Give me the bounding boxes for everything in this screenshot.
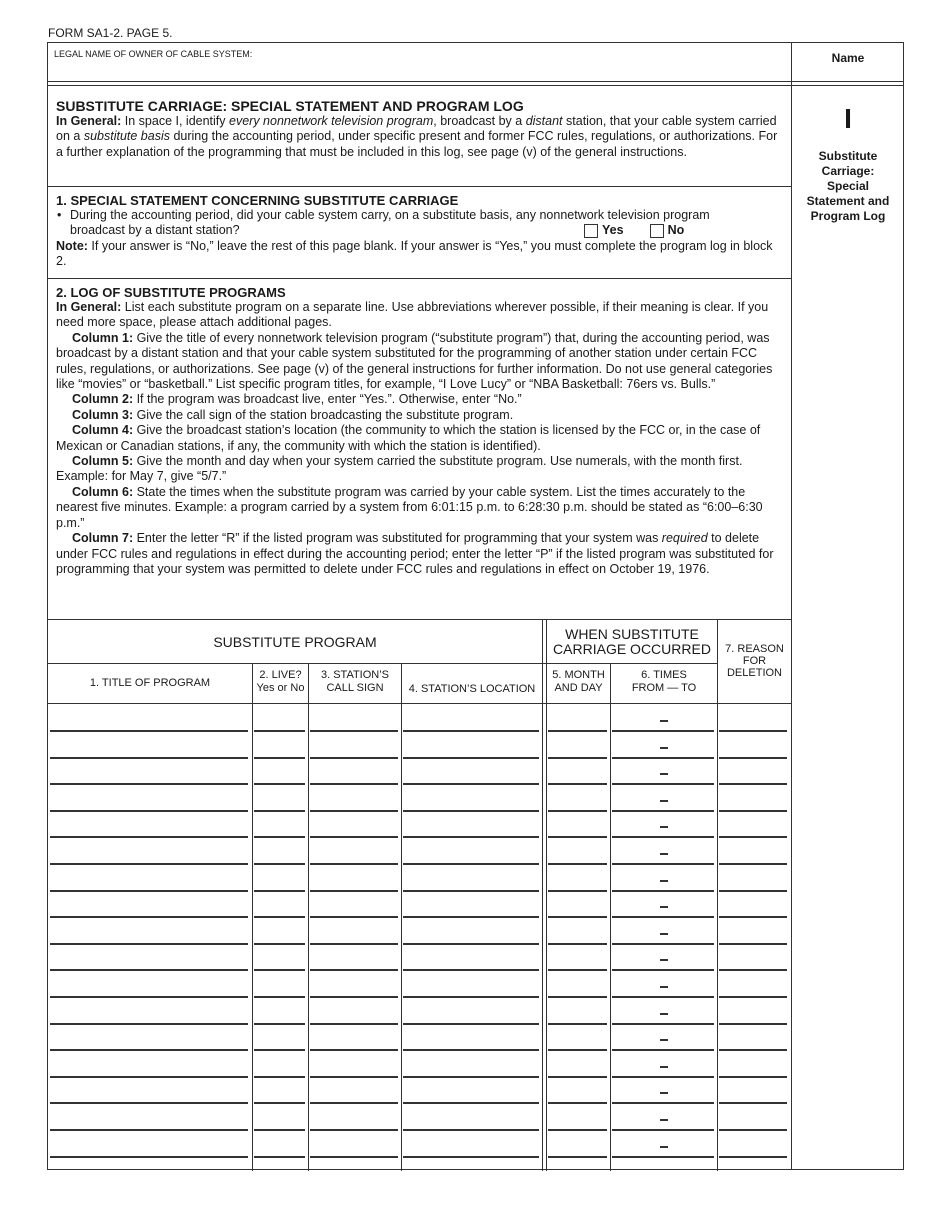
entry-line[interactable]: [254, 943, 305, 945]
lead: In General:: [56, 300, 122, 314]
entry-line[interactable]: [254, 969, 305, 971]
sidebar-title-line: Statement and: [806, 194, 890, 208]
entry-line[interactable]: [612, 1076, 714, 1078]
question-answer-row: [70, 223, 784, 238]
entry-line[interactable]: [254, 1023, 305, 1025]
entry-line[interactable]: [403, 757, 539, 759]
column-divider: [546, 619, 547, 1171]
col-header-call-sign: 3. STATION’S: [320, 669, 390, 681]
entry-line[interactable]: [548, 996, 607, 998]
name-label: Name: [831, 51, 865, 65]
entry-line[interactable]: [254, 810, 305, 812]
entry-line[interactable]: [719, 1023, 787, 1025]
emphasis: every nonnetwork television program: [229, 114, 434, 128]
entry-line[interactable]: [50, 810, 248, 812]
entry-line[interactable]: [548, 890, 607, 892]
col-header-title: 1. TITLE OF PROGRAM: [89, 677, 211, 689]
yes-label: Yes: [602, 223, 624, 238]
question-text: broadcast by a distant station?: [70, 223, 240, 238]
col-header-month-day: AND DAY: [554, 682, 603, 694]
entry-line[interactable]: [254, 1076, 305, 1078]
entry-line[interactable]: [612, 996, 714, 998]
entry-line[interactable]: [719, 890, 787, 892]
entry-line[interactable]: [50, 1129, 248, 1131]
entry-line[interactable]: [403, 730, 539, 732]
text: during the accounting period, under specific present and former FCC rules, regulations, or authorizations. For a further explanation of the programming that must be included in this log, see page (v) of the general instructions.: [56, 129, 778, 159]
lead: Column 4:: [72, 423, 134, 438]
entry-line[interactable]: [50, 730, 248, 732]
sidebar-title-line: Carriage:: [821, 164, 875, 178]
entry-line[interactable]: [719, 783, 787, 785]
lead: Note:: [56, 238, 88, 253]
intro-paragraph: [56, 114, 784, 160]
entry-line[interactable]: [548, 1129, 607, 1131]
entry-line[interactable]: [719, 916, 787, 918]
section-2: [56, 285, 784, 577]
lead: Column 6:: [72, 484, 134, 499]
entry-line[interactable]: [310, 1129, 398, 1131]
entry-line[interactable]: [310, 890, 398, 892]
sidebar-title-line: Program Log: [810, 209, 886, 223]
text: If your answer is “No,” leave the rest of this page blank. If your answer is “Yes,” you must complete the program log in block 2.: [56, 238, 773, 269]
entry-line[interactable]: [548, 863, 607, 865]
divider: [48, 186, 791, 187]
text: State the times when the substitute program was carried by your cable system. List the times accurately to the nearest five minutes. Example: a program carried by a system from 6:01:15 p.m. to 6:28:30 p.m. should be stated as “6:00–6:30 p.m.”: [56, 484, 763, 530]
intro-section: [56, 98, 784, 160]
entry-line[interactable]: [548, 916, 607, 918]
entry-line[interactable]: [310, 1023, 398, 1025]
entry-line[interactable]: [310, 943, 398, 945]
col-header-reason: 7. REASON: [725, 643, 784, 655]
time-separator: [660, 826, 668, 828]
entry-line[interactable]: [50, 863, 248, 865]
time-separator: [660, 853, 668, 855]
col-header-live: 2. LIVE?: [259, 669, 302, 681]
time-separator: [660, 773, 668, 775]
entry-line[interactable]: [612, 1102, 714, 1104]
text: Give the broadcast station’s location (the community to which the station is licensed by the FCC or, in the case of Mexican or Canadian stations, if any, the community with which the station is identified).: [56, 423, 761, 453]
col-header-times: FROM — TO: [631, 682, 697, 694]
col-header-live: Yes or No: [256, 682, 305, 694]
checkbox-box: [584, 224, 598, 238]
general-paragraph: [56, 300, 784, 331]
entry-line[interactable]: [403, 996, 539, 998]
question: [56, 208, 784, 239]
entry-line[interactable]: [310, 916, 398, 918]
column-divider: [401, 663, 402, 1171]
entry-line[interactable]: [719, 757, 787, 759]
column-divider: [308, 663, 309, 1171]
section-2-title: 2. LOG OF SUBSTITUTE PROGRAMS: [56, 285, 286, 300]
entry-line[interactable]: [612, 863, 714, 865]
entry-line[interactable]: [254, 1156, 305, 1158]
column-instruction: [56, 454, 784, 485]
time-separator: [660, 747, 668, 749]
col-header-reason: DELETION: [726, 667, 782, 679]
text: Give the call sign of the station broadcasting the substitute program.: [133, 407, 514, 422]
checkbox-box: [650, 224, 664, 238]
column-divider: [610, 663, 611, 1171]
bullet: •: [57, 208, 62, 222]
divider: [48, 81, 904, 82]
entry-line[interactable]: [403, 1129, 539, 1131]
entry-line[interactable]: [50, 1102, 248, 1104]
entry-line[interactable]: [254, 783, 305, 785]
entry-line[interactable]: [254, 996, 305, 998]
entry-line[interactable]: [310, 1102, 398, 1104]
column-instruction: [56, 408, 784, 423]
entry-line[interactable]: [50, 890, 248, 892]
note: [56, 239, 784, 270]
table-border: [48, 703, 791, 704]
column-instruction: [56, 423, 784, 454]
column-instruction: [56, 485, 784, 531]
entry-line[interactable]: [310, 1076, 398, 1078]
entry-line[interactable]: [719, 1102, 787, 1104]
entry-line[interactable]: [612, 1049, 714, 1051]
question-text: During the accounting period, did your cable system carry, on a substitute basis, any nonnetwork television program: [70, 208, 710, 222]
col-header-call-sign: CALL SIGN: [326, 682, 384, 694]
time-separator: [660, 933, 668, 935]
col-header-month-day: 5. MONTH: [552, 669, 605, 681]
lead: Column 5:: [72, 454, 134, 469]
sidebar-title-line: Substitute: [818, 149, 878, 163]
entry-line[interactable]: [50, 1023, 248, 1025]
col-header-times: 6. TIMES: [641, 669, 687, 681]
text: Enter the letter “R” if the listed program was substituted for programming that your system was: [133, 531, 662, 546]
entry-line[interactable]: [310, 836, 398, 838]
entry-line[interactable]: [254, 730, 305, 732]
section-1: [56, 193, 784, 270]
entry-line[interactable]: [254, 757, 305, 759]
entry-line[interactable]: [548, 1076, 607, 1078]
entry-line[interactable]: [254, 916, 305, 918]
entry-line[interactable]: [403, 1076, 539, 1078]
form-id: FORM SA1-2. PAGE 5.: [48, 26, 173, 40]
entry-line[interactable]: [50, 836, 248, 838]
entry-line[interactable]: [548, 943, 607, 945]
entry-line[interactable]: [548, 1102, 607, 1104]
entry-line[interactable]: [50, 1156, 248, 1158]
entry-line[interactable]: [548, 757, 607, 759]
entry-line[interactable]: [310, 730, 398, 732]
text: In space I, identify: [121, 114, 229, 128]
entry-line[interactable]: [403, 836, 539, 838]
lead: Column 1:: [72, 330, 134, 345]
entry-line[interactable]: [548, 1049, 607, 1051]
entry-line[interactable]: [612, 1129, 714, 1131]
entry-line[interactable]: [403, 863, 539, 865]
legal-name-label: LEGAL NAME OF OWNER OF CABLE SYSTEM:: [54, 49, 253, 59]
divider: [48, 85, 904, 86]
entry-line[interactable]: [403, 969, 539, 971]
text: Give the month and day when your system carried the substitute program. Use numerals, with the month first. Example: for May 7, give “5/7.”: [56, 454, 743, 484]
text: If the program was broadcast live, enter “Yes.”. Otherwise, enter “No.”: [133, 392, 522, 407]
entry-line[interactable]: [719, 1129, 787, 1131]
time-separator: [660, 1013, 668, 1015]
time-separator: [660, 986, 668, 988]
entry-line[interactable]: [612, 1156, 714, 1158]
entry-line[interactable]: [310, 783, 398, 785]
time-separator: [660, 1066, 668, 1068]
entry-line[interactable]: [254, 1049, 305, 1051]
entry-line[interactable]: [403, 810, 539, 812]
entry-line[interactable]: [612, 783, 714, 785]
entry-line[interactable]: [403, 916, 539, 918]
entry-line[interactable]: [612, 1023, 714, 1025]
entry-line[interactable]: [403, 1049, 539, 1051]
entry-line[interactable]: [50, 916, 248, 918]
entry-line[interactable]: [50, 943, 248, 945]
column-instruction: [56, 331, 784, 393]
column-instruction: [56, 392, 784, 407]
lead: Column 3:: [72, 407, 134, 422]
entry-line[interactable]: [719, 996, 787, 998]
column-divider: [252, 663, 253, 1171]
entry-line[interactable]: [548, 836, 607, 838]
lead: Column 7:: [72, 531, 134, 546]
col-header-location: 4. STATION’S LOCATION: [408, 683, 536, 695]
time-separator: [660, 959, 668, 961]
text: Give the title of every nonnetwork television program (“substitute program”) that, during the accounting period, was broadcast by a distant station and that your cable system substituted for the programming of another station under certain FCC rules, regulations, or authorizations. See page (v) of the general instructions for further information. Do not use general categories like “movies” or “basketball.” List specific program titles, for example, “I Love Lucy” or “NBA Basketball: 76ers vs. Bulls.”: [56, 330, 773, 392]
legal-name-field[interactable]: [48, 43, 791, 81]
text: List each substitute program on a separate line. Use abbreviations wherever possible, if their meaning is clear. If you need more space, please attach additional pages.: [56, 300, 769, 330]
entry-line[interactable]: [50, 1049, 248, 1051]
text: to delete under FCC rules and regulations in effect during the accounting period; enter the letter “P” if the listed program was substituted for programming that your system was permitted to delete under FCC rules and regulations in effect on October 19, 1976.: [56, 531, 774, 576]
section-1-title: 1. SPECIAL STATEMENT CONCERNING SUBSTITUTE CARRIAGE: [56, 193, 459, 208]
entry-line[interactable]: [254, 863, 305, 865]
entry-line[interactable]: [612, 916, 714, 918]
entry-line[interactable]: [612, 730, 714, 732]
entry-line[interactable]: [254, 1129, 305, 1131]
entry-line[interactable]: [548, 783, 607, 785]
entry-line[interactable]: [403, 943, 539, 945]
entry-line[interactable]: [719, 836, 787, 838]
group-header-when-line: WHEN SUBSTITUTE: [565, 626, 699, 642]
no-label: No: [667, 223, 685, 238]
entry-line[interactable]: [310, 863, 398, 865]
form-frame: [47, 42, 904, 1170]
entry-line[interactable]: [719, 810, 787, 812]
entry-line[interactable]: [719, 1076, 787, 1078]
emphasis: distant: [525, 114, 563, 128]
entry-line[interactable]: [719, 969, 787, 971]
section-title: SUBSTITUTE CARRIAGE: SPECIAL STATEMENT AND PROGRAM LOG: [56, 98, 524, 114]
divider: [48, 278, 791, 279]
table-border: [48, 619, 791, 620]
program-log-table: [48, 619, 791, 1171]
text: , broadcast by a: [433, 114, 526, 128]
entry-line[interactable]: [254, 1102, 305, 1104]
column-divider: [542, 619, 543, 1171]
entry-line[interactable]: [254, 890, 305, 892]
entry-line[interactable]: [310, 810, 398, 812]
time-separator: [660, 800, 668, 802]
entry-line[interactable]: [548, 969, 607, 971]
time-separator: [660, 1119, 668, 1121]
entry-line[interactable]: [548, 1156, 607, 1158]
entry-line[interactable]: [403, 1102, 539, 1104]
entry-line[interactable]: [719, 863, 787, 865]
time-separator: [660, 1146, 668, 1148]
entry-line[interactable]: [50, 1076, 248, 1078]
entry-line[interactable]: [310, 1049, 398, 1051]
emphasis: substitute basis: [83, 129, 170, 144]
entry-line[interactable]: [403, 1023, 539, 1025]
col-header-reason: FOR: [742, 655, 767, 667]
text: station, that your cable system carried on a: [56, 114, 777, 144]
entry-line[interactable]: [403, 1156, 539, 1158]
time-separator: [660, 720, 668, 722]
entry-line[interactable]: [403, 783, 539, 785]
entry-line[interactable]: [612, 890, 714, 892]
entry-line[interactable]: [612, 836, 714, 838]
group-header-substitute-program: SUBSTITUTE PROGRAM: [213, 634, 377, 650]
lead: Column 2:: [72, 392, 134, 407]
time-separator: [660, 906, 668, 908]
entry-line[interactable]: [612, 969, 714, 971]
entry-line[interactable]: [719, 1049, 787, 1051]
entry-line[interactable]: [50, 969, 248, 971]
entry-line[interactable]: [50, 757, 248, 759]
emphasis: required: [661, 531, 708, 546]
entry-line[interactable]: [719, 943, 787, 945]
lead: In General:: [56, 114, 122, 128]
group-header-when-line: CARRIAGE OCCURRED: [553, 641, 711, 657]
space-sidebar: [792, 103, 904, 224]
entry-line[interactable]: [719, 1156, 787, 1158]
table-border: [48, 663, 718, 664]
time-separator: [660, 1039, 668, 1041]
entry-line[interactable]: [310, 1156, 398, 1158]
entry-line[interactable]: [50, 783, 248, 785]
entry-line[interactable]: [548, 730, 607, 732]
column-divider: [717, 619, 718, 1171]
entry-line[interactable]: [612, 757, 714, 759]
entry-line[interactable]: [403, 890, 539, 892]
time-separator: [660, 880, 668, 882]
time-separator: [660, 1092, 668, 1094]
entry-line[interactable]: [719, 730, 787, 732]
entry-line[interactable]: [310, 757, 398, 759]
sidebar-title-line: Special: [826, 179, 870, 193]
entry-line[interactable]: [548, 810, 607, 812]
entry-line[interactable]: [612, 810, 714, 812]
yes-checkbox[interactable]: [584, 223, 624, 238]
entry-line[interactable]: [612, 943, 714, 945]
entry-line[interactable]: [310, 969, 398, 971]
entry-line[interactable]: [50, 996, 248, 998]
space-letter: I: [844, 103, 852, 134]
entry-line[interactable]: [254, 836, 305, 838]
column-instruction: [56, 531, 784, 577]
entry-line[interactable]: [548, 1023, 607, 1025]
no-checkbox[interactable]: [650, 223, 685, 238]
entry-line[interactable]: [310, 996, 398, 998]
